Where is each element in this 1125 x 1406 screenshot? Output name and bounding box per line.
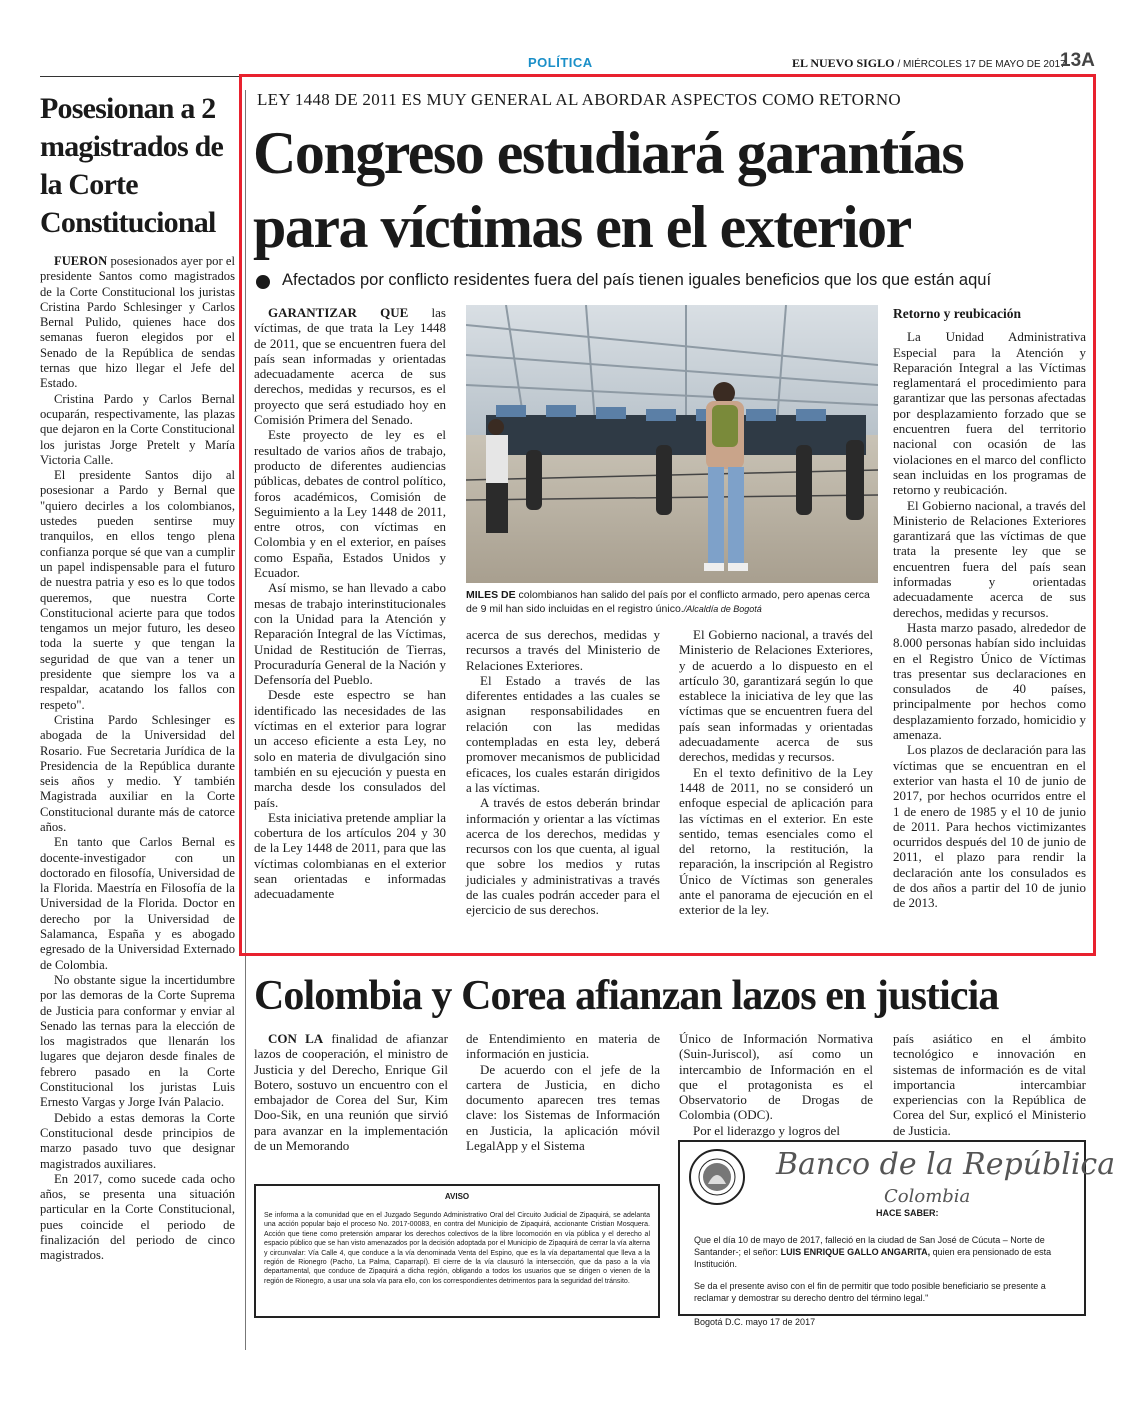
body-paragraph: Desde este espectro se han identificado las necesidades de las víctimas en el exterior para lograr un acceso eficiente a esta Ley, no solo en materia de divulgación sino también en su ejecución y puesta en marcha desde los consulados del país. [254,687,446,810]
sidebar-paragraph: No obstante sigue la incertidumbre por las demoras de la Corte Suprema de Justicia para conformar y enviar al Senado las ternas para la elección de los magistrados que llenarán los lugares que dejaron desde finales de febrero pasado en la Corte Constitucional los juristas Luis Ernesto Vargas y Jorge Iván Palacio. [40,972,235,1110]
banco-country: Colombia [884,1186,971,1207]
sidebar-paragraph: Cristina Pardo y Carlos Bernal ocuparán, respectivamente, las plazas que dejaron en la Corte Constitucional los juristas Jorge Pretelt y María Victoria Calle. [40,391,235,467]
body-paragraph: finalidad de afianzar lazos de cooperación, el ministro de Justicia y del Derecho, Enrique Gil Botero, sostuvo un encuentro con el embajador de Corea del Sur, Kim Doo-Sik, en una reunión que sirvió para avanzar en la implementación de un Memorando [254,1031,449,1154]
airport-photo-illustration [466,305,878,583]
body-paragraph: El Estado a través de las diferentes entidades a las cuales se asignan responsabilidades en relación con las medidas contempladas en esta ley, deberá promover mecanismos de publicidad eficaces, los cuales estarán dirigidos a las víctimas. [466,672,660,795]
sidebar-headline: Posesionan a 2 magistrados de la Corte Constitucional [40,92,223,239]
body-paragraph: Hasta marzo pasado, alrededor de 8.000 personas habían sido incluidas en el Registro Único de Víctimas tras presentar sus declaraciones en consulados de 40 países, principalmente por hechos como desplazamiento forzado, homicidio y amenaza. [893,619,1086,743]
body-paragraph: país asiático en el ámbito tecnológico e innovación en sistemas de información es de vital importancia intercambiar experiencias con la República de Corea del Sur, explicó el Ministerio de Justicia. [893,1031,1086,1138]
main-column-1 [254,305,446,902]
sidebar-lead: FUERON [54,254,108,268]
notice-text: Que el día 10 de mayo de 2017, falleció en la ciudad de San José de Cúcuta – Norte de Santander-; el señor: [694,1235,1045,1257]
aviso-box [254,1184,660,1318]
second-column-4 [893,1031,1086,1138]
main-column-4 [893,306,1086,911]
body-paragraph: En el texto definitivo de la Ley 1448 de 2011, no se consideró un enfoque especial de aplicación para las víctimas en el exterior. En este sentido, temas esenciales como el del retorno, la restitución, la reparación, la inscripción al Registro Único de Víctimas son generales ante el panorama de ejecución en el exterior de la ley. [679,764,873,918]
banco-seal-icon [688,1148,746,1206]
aviso-body: Se informa a la comunidad que en el Juzgado Segundo Administrativo Oral del Circuito Judicial de Zipaquirá, se adelanta una acción popular bajo el proceso No. 2017-00083, en contra del Municipio de Zipaquirá, accionante Cristian Mosquera. Acción que tiene como pretensión amparar los derechos colectivos de la libre locomoción en vía pública y el derecho al espacio público que se han visto amenazados por la decisión adoptada por el Municipio de Zipaquirá de cerrar la vía alterna y circunvalar: Vía Calle 4, que conduce a la vía denominada Venta del Espino, que es la vía departamental que lleva a la región de Rionegro (Pacho, La Palma, Caparrapí). El cierre de la vía clausuró la intersección, que da paso a la vía departamental, que conduce de Zipaquirá a dicha región, obligando a todos los usuarios que se dirigen o vienen de la región de Rionegro, a usar una sola vía para ello, con los correspondientes detrimentos para la seguridad del tránsito. [264,1212,650,1285]
photo-caption [466,588,878,616]
body-paragraph: acerca de sus derechos, medidas y recursos a través del Ministerio de Relaciones Exteriores. [466,627,660,673]
body-paragraph: A través de estos deberán brindar información y orientar a las víctimas acerca de los derechos, medidas y recursos con los que cuenta, al igual que sobre los medios y rutas judiciales y administrativas a través de las cuales podrán acceder para el ejercicio de sus derechos. [466,795,660,918]
main-column-2 [466,627,660,918]
airport-photo [466,305,878,583]
header-dateline [792,56,1066,71]
body-paragraph: El Gobierno nacional, a través del Ministerio de Relaciones Exteriores garantizará que las víctimas de que trata la presente ley que se encuentren fuera del país sean informadas y orientadas adecuadamente acerca de sus derechos, medidas y recursos. [893,497,1086,620]
sidebar-paragraph: posesionados ayer por el presidente Santos como magistrados de la Corte Constitucional los juristas Cristina Pardo Schlesinger y Carlos Bernal Pulido, quienes hace dos semanas fueron elegidos por el Senado de la República de sendas ternas que hizo llegar el Jefe del Estado. [40,254,235,391]
body-paragraph: Los plazos de declaración para las víctimas que se encuentran en el exterior van hasta el 10 de junio de 2017, por hechos ocurridos entre el 1 de enero de 1985 y el 10 de junio de 2011. Para hechos victimizantes ocurridos después del 10 de junio de 2011, el plazo para rendir la declaración ante los consulados es de dos años a partir del 10 de junio de 2013. [893,742,1086,911]
subheading: Retorno y reubicación [893,306,1021,321]
body-paragraph: Esta iniciativa pretende ampliar la cobertura de los artículos 204 y 30 de la Ley 1448 de 2011, para que las víctimas colombianas en el exterior sean orientadas e informadas adecuadamente [254,809,446,902]
body-paragraph: Este proyecto de ley es el resultado de varios años de trabajo, producto de diferentes audiencias públicas, debates de control político, foros académicos, Comisión de Seguimiento a la Ley 1448 de 2011, entre otros, con víctimas en Colombia y en el exterior, en países como España, Estados Unidos y Ecuador. [254,427,446,581]
body-paragraph: De acuerdo con el jefe de la cartera de Justicia, en dicho documento aparecen tres temas clave: los Sistemas de Información en Justicia, la aplicación móvil LegalApp y el Sistema [466,1061,660,1154]
body-paragraph: Único de Información Normativa (Suin-Juriscol), así como un intercambio de Información en el que el protagonista es el Observatorio de Drogas de Colombia (ODC). [679,1031,873,1123]
body-paragraph: las víctimas, de que trata la Ley 1448 de 2011, que se encuentren fuera del país sean informadas y orientadas adecuadamente acerca de sus derechos, medidas y recursos, es el proyecto que será estudiado hoy en Comisión Primera del Senado. [254,305,446,428]
bullet-icon [256,275,270,289]
page-number: 13A [1060,50,1095,71]
banco-paragraph-2: Se da el presente aviso con el fin de permitir que todo posible beneficiario se presente a reclamar y demostrar su derecho dentro del término legal." [694,1281,1046,1303]
hace-saber: HACE SABER: [876,1208,939,1218]
deck: Afectados por conflicto residentes fuera del país tienen iguales beneficios que los que están aquí [282,271,992,289]
caption-text: colombianos han salido del país por el conflicto armado, pero apenas cerca de 9 mil han sido incluidas en el registro único. [466,589,870,615]
second-column-2 [466,1031,660,1153]
main-lead: GARANTIZAR QUE [268,305,409,320]
sidebar-body [40,254,235,1264]
main-column-3 [679,627,873,918]
second-column-3 [679,1031,873,1138]
notice-text: quien era pensionado de esta Institución. [694,1247,1052,1269]
aviso-title: AVISO [444,1192,470,1201]
sidebar-story [40,90,235,1264]
banco-notice-box [678,1140,1116,1327]
photo-credit: /Alcaldía de Bogotá [683,604,762,614]
body-paragraph: La Unidad Administrativa Especial para la Atención y Reparación Integral a las Víctimas reglamentará el procedimiento para garantizar que las personas afectadas por desplazamiento forzado que se encuentren fuera del territorio nacional con ocasión de las violaciones en el marco del conflicto sean incluidas en los programas de retorno y reubicación. [893,329,1086,498]
kicker: LEY 1448 DE 2011 ES MUY GENERAL AL ABORDAR ASPECTOS COMO RETORNO [257,90,901,109]
sidebar-paragraph: En tanto que Carlos Bernal es docente-investigador con un doctorado en filosofía, Universidad de la Florida. Maestría en Filosofía de la Universidad de la Florida. Doctor en derecho por la Universidad de Salamanca, España y es abogado egresado de la Universidad Externado de Colombia. [40,835,235,972]
paper-name: EL NUEVO SIGLO [792,56,895,70]
second-lead: CON LA [268,1031,324,1046]
banco-date: Bogotá D.C. mayo 17 de 2017 [694,1317,816,1327]
banco-paragraph-1 [694,1234,1072,1270]
caption-lead: MILES DE [466,589,516,601]
section-label: POLÍTICA [528,55,593,70]
main-headline-line-2: para víctimas en el exterior [253,194,911,260]
body-paragraph: Así mismo, se han llevado a cabo mesas de trabajo interinstitucionales con la Unidad para la Atención y Reparación Integral de las Víctimas, Unidad de Restitución de Tierras, Procuraduría General de la Nación y Defensoría del Pueblo. [254,580,446,688]
sidebar-paragraph: En 2017, como sucede cada ocho años, se presenta una situación particular en la Corte Constitucional, pues coincide el periodo de finalización del periodo de cinco magistrados. [40,1171,235,1263]
sidebar-paragraph: Cristina Pardo Schlesinger es abogada de la Universidad del Rosario. Fue Secretaria Jurídica de la Presidencia de la República durante seis años y medio. Y también Magistrada auxiliar en la Corte Constitucional durante más de catorce años. [40,712,235,834]
sidebar-paragraph: Debido a estas demoras la Corte Constitucional desde principios de marzo pasado tuvo que designar magistrados auxiliares. [40,1110,235,1171]
issue-date: / MIÉRCOLES 17 DE MAYO DE 2017 [897,59,1066,70]
second-headline: Colombia y Corea afianzan lazos en justicia [254,973,999,1019]
deceased-name: LUIS ENRIQUE GALLO ANGARITA, [780,1247,931,1257]
body-paragraph: El Gobierno nacional, a través del Ministerio de Relaciones Exteriores, y de acuerdo a lo dispuesto en el artículo 30, garantizará según lo que establece la iniciativa de ley que las víctimas que se encuentren fuera del país sean informadas y orientadas adecuadamente acerca de sus derechos, medidas y recursos. [679,627,873,765]
sidebar-paragraph: El presidente Santos dijo al posesionar a Pardo y Bernal que "quiero decirles a los colombianos, ustedes pueden sentirse muy tranquilos, en ellos tengo plena confianza porque sé que van a cumplir un papel indispensable para el futuro de nuestra patria y eso es lo que todos queremos, que nuestra Corte Constitucional acierte para que todos tengamos un mejor futuro, les deseo toda la suerte y que tengan la seguridad de que van a tener un presidente que siempre los va a respaldar, acatando los fallos con respeto". [40,468,235,712]
seal-graphic [688,1148,746,1206]
banco-notice-text [694,1234,1072,1328]
banco-name: Banco de la República [776,1147,1116,1182]
body-paragraph: de Entendimiento en materia de información en justicia. [466,1031,660,1062]
body-paragraph: Por el liderazgo y logros del [693,1122,840,1138]
main-headline-line-1: Congreso estudiará garantías [253,120,964,186]
second-column-1 [254,1031,448,1153]
